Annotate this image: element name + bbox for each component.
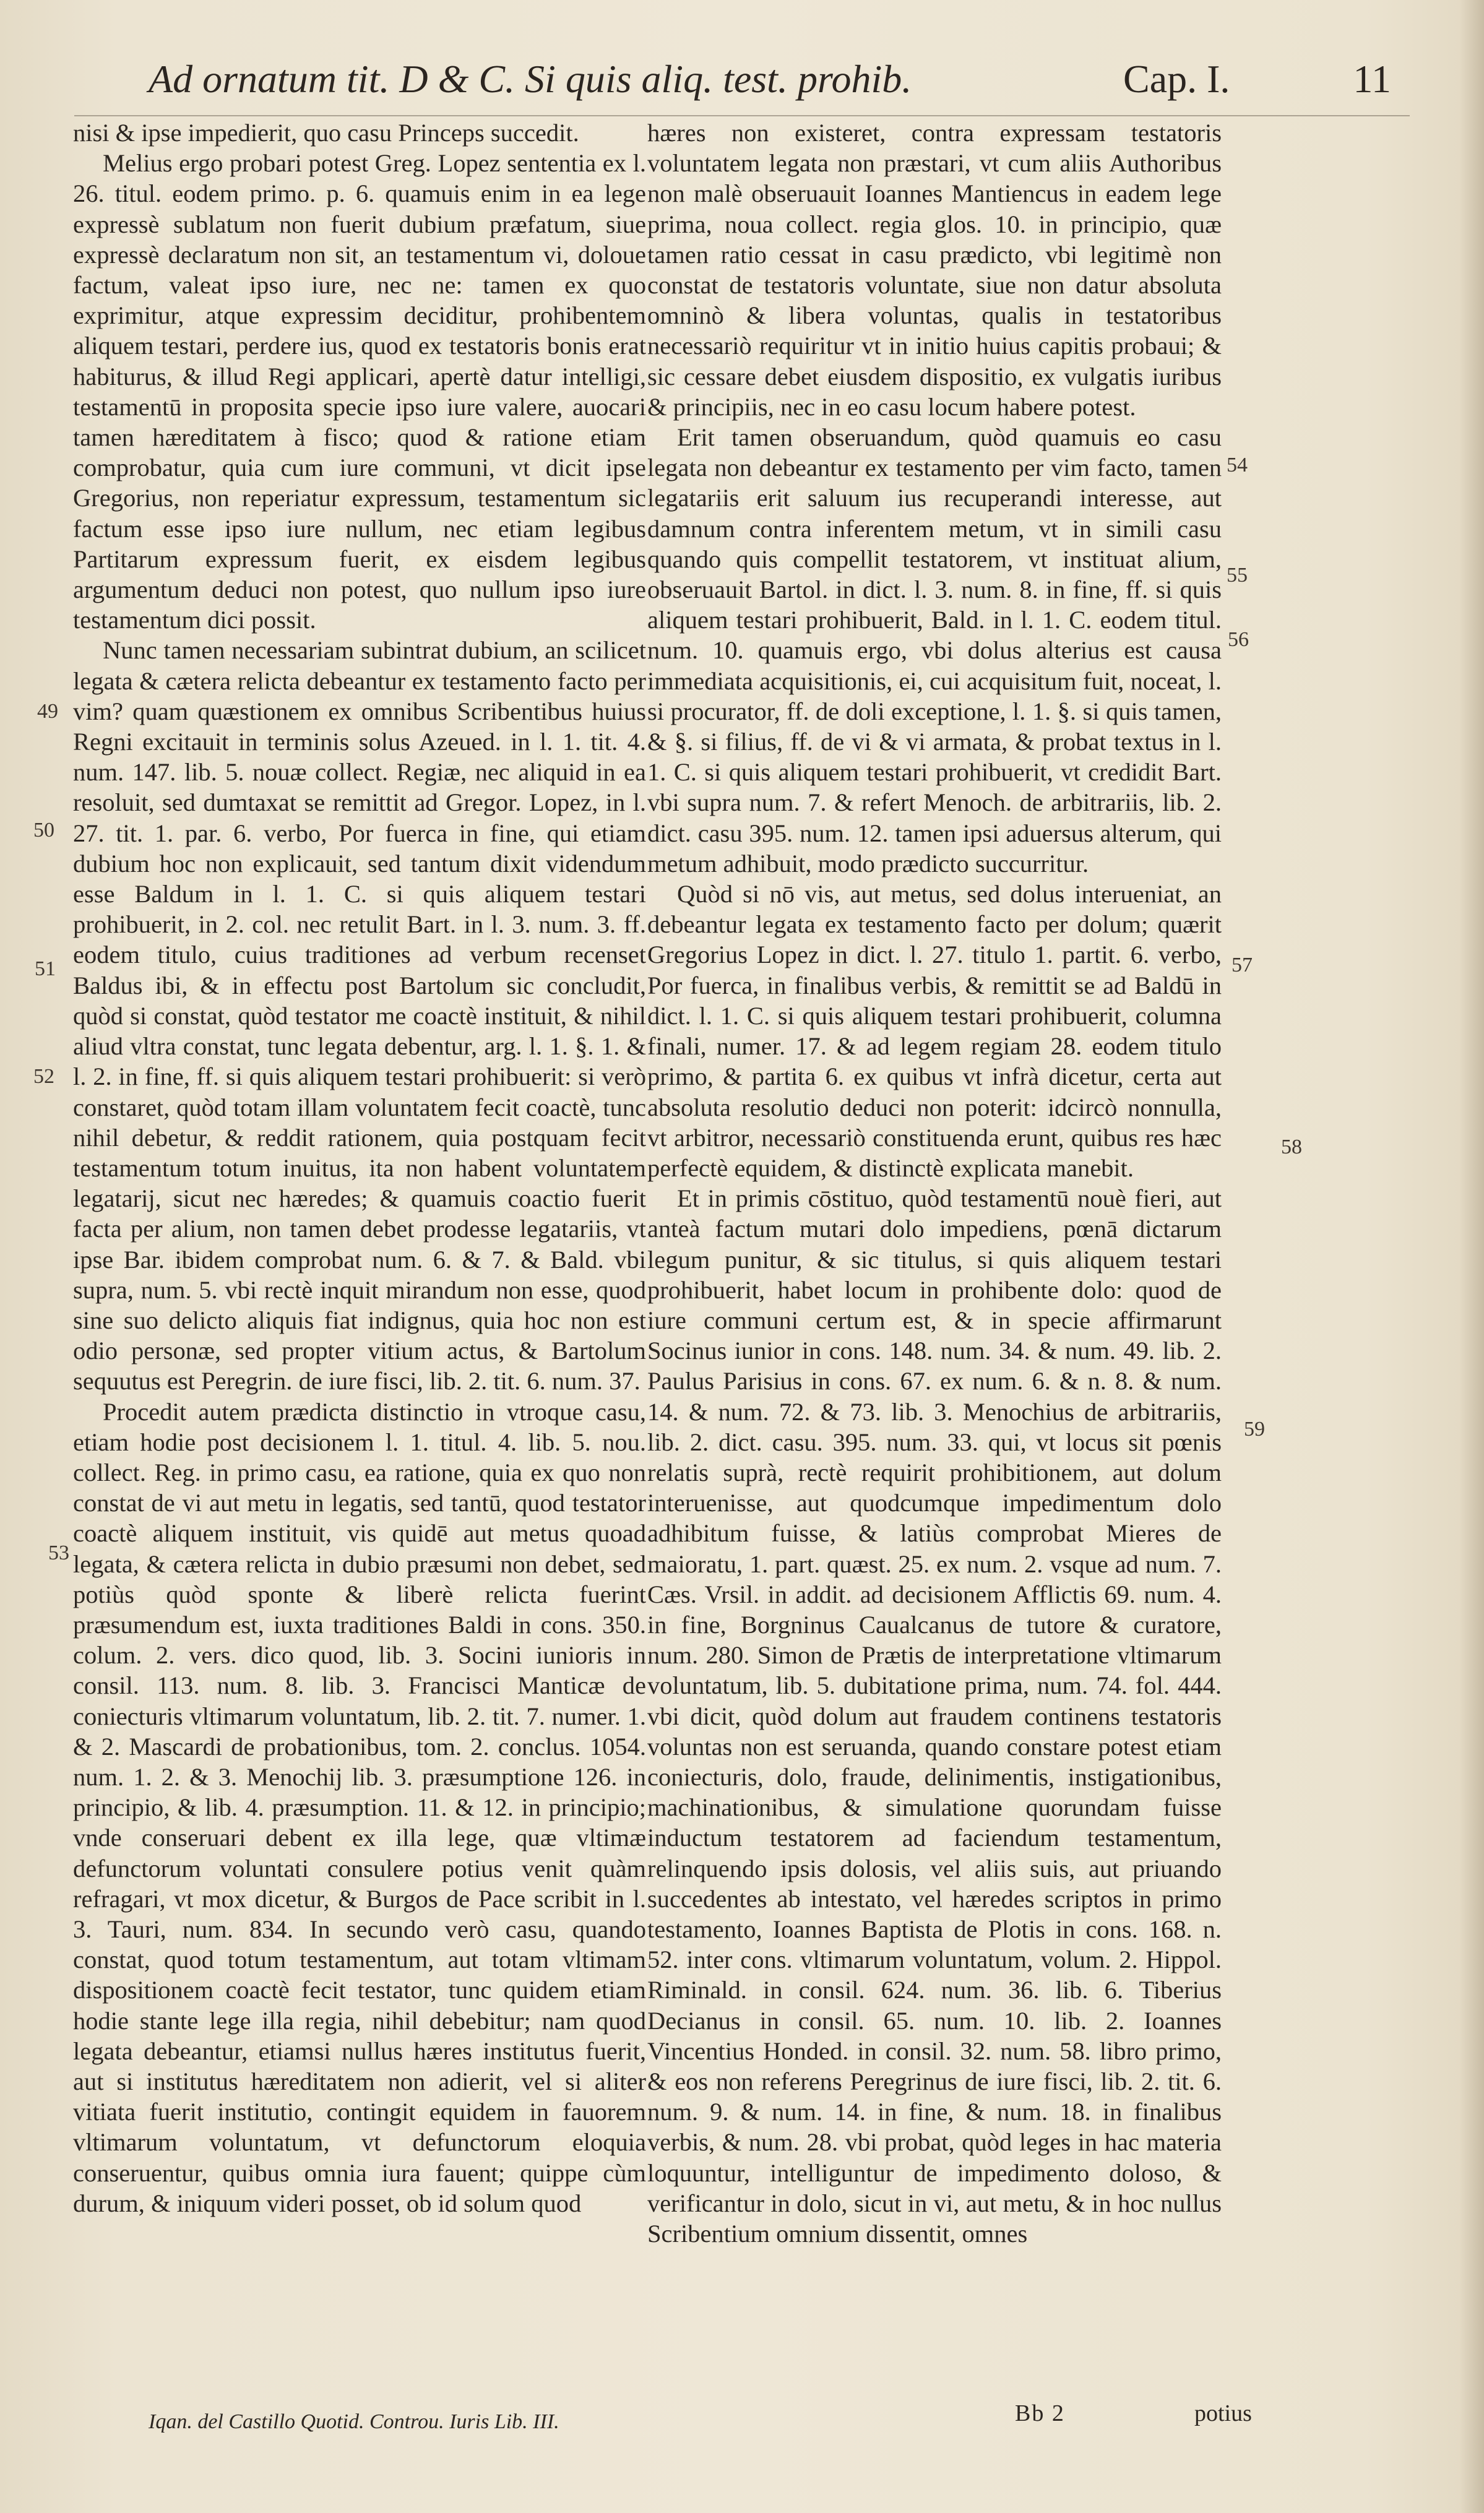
margin-number: 59 [1244,1418,1265,1441]
margin-number: 55 [1227,564,1248,587]
signature-mark: Bb 2 [1015,2400,1065,2426]
margin-number: 53 [48,1541,69,1564]
paragraph: Erit tamen obseruandum, quòd quamuis eo casu legata non debeantur ex testamento per vim facto, tamen legatariis erit saluum ius recuperandi interesse, aut damnum contra inferentem metum, vt in simili casu quando quis compellit testatorem, vt instituat alium, obseruauit Bartol. in dict. l. 3. num. 8. in fine, ff. si quis aliquem testari prohibuerit, Bald. in l. 1. C. eodem titul. num. 10. quamuis ergo, vbi dolus alterius est causa immediata acquisitionis, ei, cui acquisitum fuit, noceat, l. si procurator, ff. de doli exceptione, l. 1. §. si quis tamen, & §. si filius, ff. de vi & vi armata, & probat textus in l. 1. C. si quis aliquem testari prohibuerit, vt credidit Bart. vbi supra num. 7. & refert Menoch. de arbitrariis, lib. 2. dict. casu 395. num. 12. tamen ipsi aduersus alterum, qui metum adhibuit, modo prædicto succurritur. [647,423,1222,877]
paragraph: nisi & ipse impedierit, quo casu Princeps succedit. [73,119,579,147]
page-number: 11 [1353,57,1391,101]
margin-number: 49 [37,700,58,723]
catchword: potius [1194,2400,1252,2426]
header-title: Ad ornatum tit. D & C. Si quis aliq. test. prohib. [149,57,912,101]
chapter-label: Cap. I. [1123,57,1230,101]
paragraph: Procedit autem prædicta distinctio in vtroque casu, etiam hodie post decisionem l. 1. titul. 4. lib. 5. nou. collect. Reg. in primo casu, ea ratione, quia ex quo non constat de vi aut metu in legatis, sed tantū, quod testator coactè aliquem instituit, vis quidē aut metus quoad legata, & cætera relicta in dubio præsumi non debet, sed potiùs quòd sponte & liberè relicta fuerint præsumendum est, iuxta traditiones Baldi in cons. 350. colum. 2. vers. dico quod, lib. 3. Socini iunioris in consil. 113. num. 8. lib. 3. Francisci Manticæ de coniecturis vltimarum voluntatum, lib. 2. tit. 7. numer. 1. & 2. Mascardi de probationibus, tom. 2. conclus. 1054. num. 1. 2. & 3. Menochij lib. 3. præsumptione 126. in principio, & lib. 4. præsumption. 11. & 12. in principio; vnde conseruari debent ex illa lege, quæ vltimæ defunctorum voluntati consulere potius venit quàm refragari, vt mox dicetur, & Burgos de Pace scribit in l. 3. Tauri, num. 834. In secundo verò casu, quando constat, quod totum testamentum, aut totam vltimam dispositionem coactè fecit testator, tunc quidem etiam hodie stante lege illa regia, nihil debebitur; nam quod legata debeantur, etiamsi nullus hæres institutus fuerit, aut si institutus hæreditatem non adierit, vel si aliter vitiata fuerit institutio, contingit equidem in fauorem vltimarum voluntatum, vt defunctorum eloquia conseruentur, quibus omnia iura fauent; quippe cùm durum, & iniquum videri posset, ob id solum quod [73,1397,646,2217]
right-column [647,118,1222,2249]
margin-number: 50 [33,819,54,842]
running-footer: Iqan. del Castillo Quotid. Controu. Iuris Lib. III. [149,2410,559,2433]
margin-number: 51 [35,957,56,980]
paragraph: Quòd si nō vis, aut metus, sed dolus interueniat, an debeantur legata ex testamento facto per dolum; quærit Gregorius Lopez in dict. l. 27. titulo 1. partit. 6. verbo, Por fuerca, in finalibus verbis, & remittit se ad Baldū in dict. l. 1. C. si quis aliquem testari prohibuerit, columna finali, numer. 17. & ad legem regiam 28. eodem titulo primo, & partita 6. ex quibus vt infrà dicetur, certa aut absoluta resolutio deduci non poterit: idcircò nonnulla, vt arbitror, necessariò constituenda erunt, quibus res hæc perfectè equidem, & distinctè explicata manebit. [647,880,1222,1182]
paragraph: hæres non existeret, contra expressam testatoris voluntatem legata non præstari, vt cum aliis Authoribus non malè obseruauit Ioannes Mantiencus in eadem lege prima, noua collect. regia glos. 10. in principio, quæ tamen ratio cessat in casu prædicto, vbi legitimè non constat de testatoris voluntate, siue non datur absoluta omninò & libera voluntas, qualis in testatoribus necessariò requiritur vt in initio huius capitis probaui; & sic cessare debet eiusdem dispositio, ex vulgatis iuribus & principiis, nec in eo casu locum habere potest. [647,119,1222,421]
margin-number: 57 [1232,954,1253,976]
running-header [149,48,1391,110]
paragraph: Melius ergo probari potest Greg. Lopez sententia ex l. 26. titul. eodem primo. p. 6. quamuis enim in ea lege expressè sublatum non fuerit dubium præfatum, siue expressè declaratum non sit, an testamentum vi, doloue factum, valeat ipso iure, nec ne: tamen ex quo exprimitur, atque expressim deciditur, prohibentem aliquem testari, perdere ius, quod ex testatoris bonis erat habiturus, & illud Regi applicari, apertè datur intelligi, testamentū in proposita specie ipso iure valere, auocari tamen hæreditatem à fisco; quod & ratione etiam comprobatur, quia cum iure communi, vt dicit ipse Gregorius, non reperiatur expressum, testamentum sic factum esse ipso iure nullum, nec etiam legibus Partitarum expressum fuerit, ex eisdem legibus argumentum deduci non potest, quo nullum ipso iure testamentum dici possit. [73,149,646,634]
margin-number: 58 [1281,1136,1302,1158]
header-rule [74,115,1410,116]
margin-number: 54 [1227,454,1248,476]
page-edge-shadow [1459,0,1484,2513]
margin-number: 56 [1228,628,1249,651]
margin-number: 52 [33,1065,54,1088]
paragraph: Et in primis cōstituo, quòd testamentū nouè fieri, aut anteà factum mutari dolo impediens, pœnā dictarum legum punitur, & sic titulus, si quis aliquem testari prohibuerit, habet locum in prohibente dolo: quod de iure communi certum est, & in specie affirmarunt Socinus iunior in cons. 148. num. 34. & num. 49. lib. 2. Paulus Parisius in cons. 67. ex num. 6. & n. 8. & num. 14. & num. 72. & 73. lib. 3. Menochius de arbitrariis, lib. 2. dict. casu. 395. num. 33. qui, vt locus sit pœnis relatis suprà, rectè requirit prohibitionem, aut dolum interuenisse, aut quodcumque impedimentum dolo adhibitum fuisse, & latiùs comprobat Mieres de maioratu, 1. part. quæst. 25. ex num. 2. vsque ad num. 7. Cæs. Vrsil. in addit. ad decisionem Afflictis 69. num. 4. in fine, Borgninus Caualcanus de tutore & curatore, num. 280. Simon de Prætis de interpretatione vltimarum voluntatum, lib. 5. dubitatione prima, num. 74. fol. 444. vbi dicit, quòd dolum aut fraudem continens testatoris voluntas non est seruanda, quando constare potest etiam coniecturis, dolo, fraude, delinimentis, instigationibus, machinationibus, & simulatione quorundam fuisse inductum testatorem ad faciendum testamentum, relinquendo ipsis dolosis, vel aliis suis, aut priuando succedentes ab intestato, vel hæredes scriptos in primo testamento, Ioannes Baptista de Plotis in cons. 168. n. 52. inter cons. vltimarum voluntatum, volum. 2. Hippol. Riminald. in consil. 624. num. 36. lib. 6. Tiberius Decianus in consil. 65. num. 10. lib. 2. Ioannes Vincentius Honded. in consil. 32. num. 58. libro primo, & eos non referens Peregrinus de iure fisci, lib. 2. tit. 6. num. 9. & num. 14. in fine, & num. 18. in finalibus verbis, & num. 28. vbi probat, quòd leges in hac materia loquuntur, intelliguntur de impedimento doloso, & verificantur in dolo, sicut in vi, aut metu, & in hoc nullus Scribentium omnium dissentit, omnes [647,1184,1222,2248]
left-column [73,118,646,2218]
paragraph: Nunc tamen necessariam subintrat dubium, an scilicet legata & cætera relicta debeantur ex testamento facto per vim? quam quæstionem ex omnibus Scribentibus huius Regni excitauit in terminis solus Azeued. in l. 1. tit. 4. num. 147. lib. 5. nouæ collect. Regiæ, nec aliquid in ea resoluit, sed dumtaxat se remittit ad Gregor. Lopez, in l. 27. tit. 1. par. 6. verbo, Por fuerca in fine, qui etiam dubium hoc non explicauit, sed tantum dixit videndum esse Baldum in l. 1. C. si quis aliquem testari prohibuerit, in 2. col. nec retulit Bart. in l. 3. num. 3. ff. eodem titulo, cuius traditiones ad verbum recenset Baldus ibi, & in effectu post Bartolum sic concludit, quòd si constat, quòd testator me coactè instituit, & nihil aliud vltra constat, tunc legata debentur, arg. l. 1. §. 1. & l. 2. in fine, ff. si quis aliquem testari prohibuerit: si verò constaret, quòd totam illam voluntatem fecit coactè, tunc nihil debetur, & reddit rationem, quia postquam fecit testamentum totum inuitus, ita non habent voluntatem legatarij, sicut nec hæredes; & quamuis coactio fuerit facta per alium, non tamen debet prodesse legatariis, vt ipse Bar. ibidem comprobat num. 6. & 7. & Bald. vbi supra, num. 5. vbi rectè inquit mirandum non esse, quod sine suo delicto aliquis fiat indignus, quia hoc non est odio personæ, sed propter vitium actus, & Bartolum sequutus est Peregrin. de iure fisci, lib. 2. tit. 6. num. 37. [73,636,646,1395]
